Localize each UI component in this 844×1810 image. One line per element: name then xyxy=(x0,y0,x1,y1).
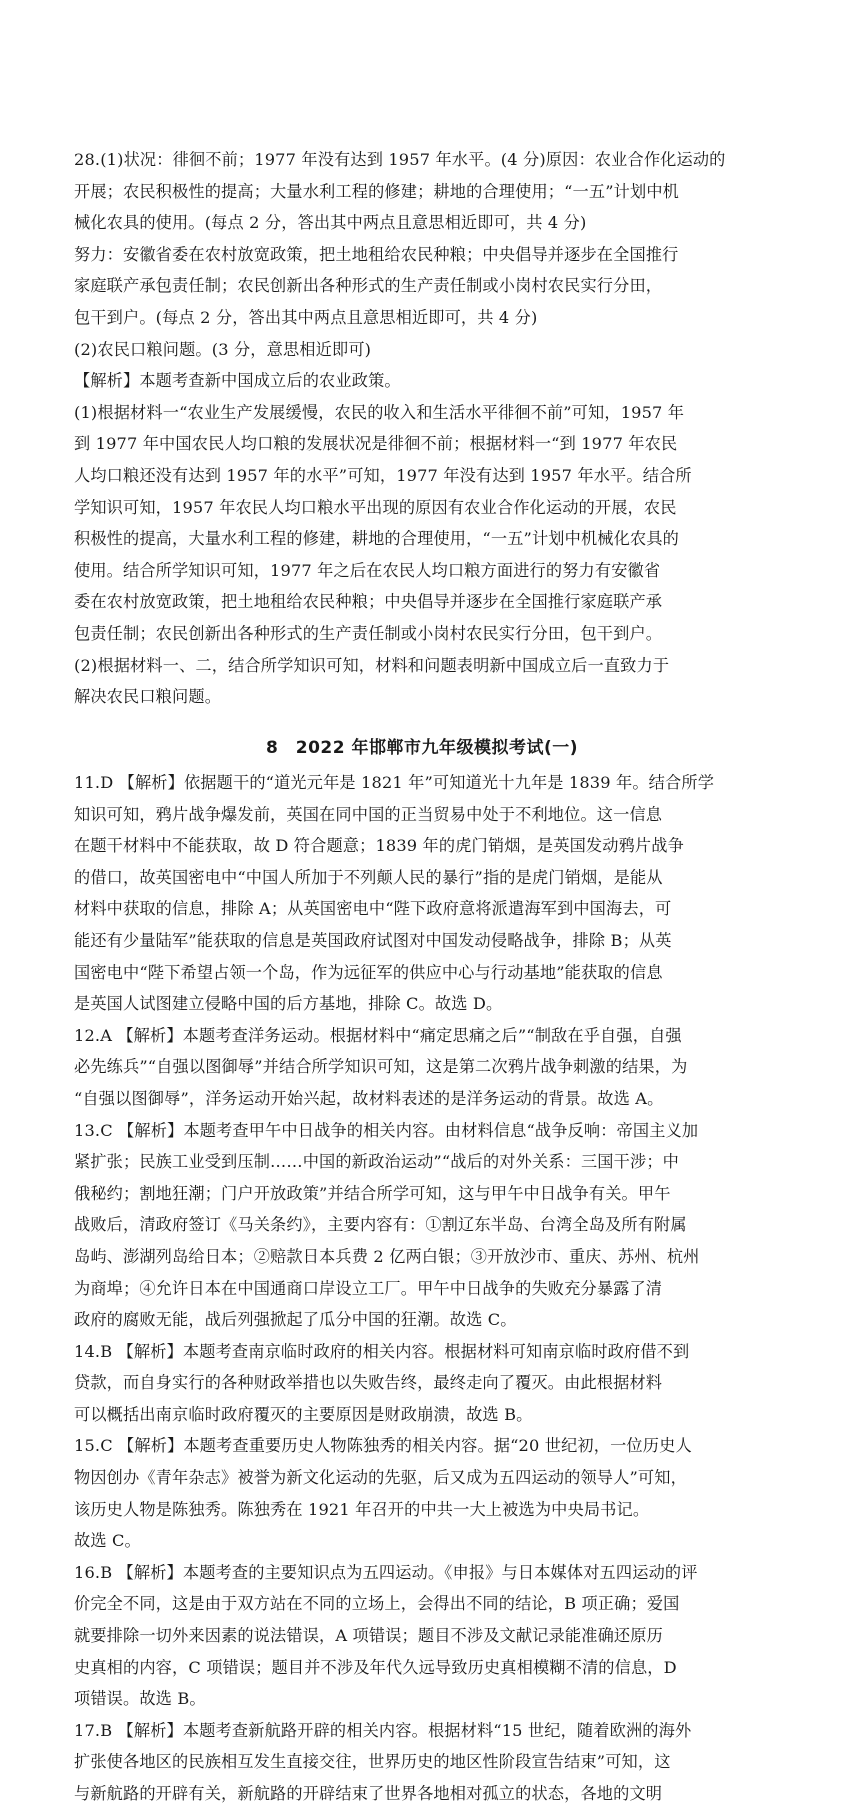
text-line: 28.(1)状况：徘徊不前；1977 年没有达到 1957 年水平。(4 分)原因：农业合作化运动的 xyxy=(74,150,726,169)
text-line: (2)根据材料一、二，结合所学知识可知，材料和问题表明新中国成立后一直致力于 xyxy=(74,655,670,675)
text-line: 17.B 【解析】本题考查新航路开辟的相关内容。根据材料“15 世纪，随着欧洲的海外 xyxy=(74,1720,692,1740)
text-line: 俄秘约；割地狂潮；门户开放政策”并结合所学可知，这与甲午中日战争有关。甲午 xyxy=(74,1183,671,1203)
text-line: 12.A 【解析】本题考查洋务运动。根据材料中“痛定思痛之后”“制敌在乎自强，自强 xyxy=(74,1025,682,1045)
text-line: 解决农民口粮问题。 xyxy=(74,687,222,707)
text-line: 政府的腐败无能，战后列强掀起了瓜分中国的狂潮。故选 C。 xyxy=(74,1310,517,1330)
text-line: (2)农民口粮问题。(3 分，意思相近即可) xyxy=(74,339,372,359)
text-line: 可以概括出南京临时政府覆灭的主要原因是财政崩溃，故选 B。 xyxy=(74,1404,533,1424)
text-line: 战败后，清政府签订《马关条约》，主要内容有：①割辽东半岛、台湾全岛及所有附属 xyxy=(74,1215,687,1235)
answers-11-17-block xyxy=(74,767,754,1810)
text-line: 14.B 【解析】本题考查南京临时政府的相关内容。根据材料可知南京临时政府借不到 xyxy=(74,1341,690,1361)
text-line: 委在农村放宽政策，把土地租给农民种粮；中央倡导并逐步在全国推行家庭联产承 xyxy=(74,592,663,612)
text-line: 13.C 【解析】本题考查甲午中日战争的相关内容。由材料信息“战争反响：帝国主义加 xyxy=(74,1120,699,1140)
text-line: 使用。结合所学知识可知，1977 年之后在农民人均口粮方面进行的努力有安徽省 xyxy=(74,560,661,580)
text-line: 能还有少量陆军”能获取的信息是英国政府试图对中国发动侵略战争，排除 B；从英 xyxy=(74,930,672,950)
text-line: 11.D 【解析】依据题干的“道光元年是 1821 年”可知道光十九年是 1839 年。结合所学 xyxy=(74,773,715,792)
text-line: 物因创办《青年杂志》被誉为新文化运动的先驱，后又成为五四运动的领导人”可知， xyxy=(74,1468,687,1488)
text-line: 积极性的提高，大量水利工程的修建，耕地的合理使用，“一五”计划中机械化农具的 xyxy=(74,529,679,549)
text-line: 15.C 【解析】本题考查重要历史人物陈独秀的相关内容。据“20 世纪初，一位历史人 xyxy=(74,1436,692,1456)
text-line: 家庭联产承包责任制；农民创新出各种形式的生产责任制或小岗村农民实行分田， xyxy=(74,276,663,296)
text-line: 【解析】本题考查新中国成立后的农业政策。 xyxy=(74,371,401,391)
text-line: 该历史人物是陈独秀。陈独秀在 1921 年召开的中共一大上被选为中央局书记。 xyxy=(74,1499,650,1519)
text-line: 紧扩张；民族工业受到压制……中国的新政治运动”“战后的对外关系：三国干涉；中 xyxy=(74,1152,679,1172)
text-line: 知识可知，鸦片战争爆发前，英国在同中国的正当贸易中处于不利地位。这一信息 xyxy=(74,804,663,824)
text-line: 在题干材料中不能获取，故 D 符合题意；1839 年的虎门销烟，是英国发动鸦片战争 xyxy=(74,836,684,856)
text-line: 包干到户。(每点 2 分，答出其中两点且意思相近即可，共 4 分) xyxy=(74,307,538,327)
section-title: 8 2022 年邯郸市九年级模拟考试(一) xyxy=(265,738,579,758)
text-line: 到 1977 年中国农民人均口粮的发展状况是徘徊不前；根据材料一“到 1977 年农民 xyxy=(74,434,678,454)
text-line: 为商埠；④允许日本在中国通商口岸设立工厂。甲午中日战争的失败充分暴露了清 xyxy=(74,1278,663,1298)
text-line: 努力：安徽省委在农村放宽政策，把土地租给农民种粮；中央倡导并逐步在全国推行 xyxy=(74,244,679,264)
text-line: 包责任制；农民创新出各种形式的生产责任制或小岗村农民实行分田，包干到户。 xyxy=(74,623,663,643)
text-line: 就要排除一切外来因素的说法错误，A 项错误；题目不涉及文献记录能准确还原历 xyxy=(74,1626,663,1646)
text-line: 国密电中“陛下希望占领一个岛，作为远征军的供应中心与行动基地”能获取的信息 xyxy=(74,962,663,982)
text-line: 项错误。故选 B。 xyxy=(74,1689,206,1709)
text-line: (1)根据材料一“农业生产发展缓慢，农民的收入和生活水平徘徊不前”可知，1957 年 xyxy=(74,402,685,422)
text-line: 学知识可知，1957 年农民人均口粮水平出现的原因有农业合作化运动的开展，农民 xyxy=(74,497,677,517)
text-line: 械化农具的使用。(每点 2 分，答出其中两点且意思相近即可，共 4 分) xyxy=(74,213,587,233)
text-line: 人均口粮还没有达到 1957 年的水平”可知，1977 年没有达到 1957 年水平。结合所 xyxy=(74,465,692,485)
answer-28-block xyxy=(74,144,754,713)
text-line: 是英国人试图建立侵略中国的后方基地，排除 C。故选 D。 xyxy=(74,994,503,1014)
text-line: 史真相的内容，C 项错误；题目并不涉及年代久远导致历史真相模糊不清的信息，D xyxy=(74,1657,677,1677)
text-line: 的借口，故英国密电中“中国人所加于不列颠人民的暴行”指的是虎门销烟，是能从 xyxy=(74,867,663,887)
text-line: 扩张使各地区的民族相互发生直接交往，世界历史的地区性阶段宣告结束”可知，这 xyxy=(74,1752,671,1772)
text-line: 材料中获取的信息，排除 A；从英国密电中“陛下政府意将派遣海军到中国海去，可 xyxy=(74,899,672,919)
text-line: 贷款，而自身实行的各种财政举措也以失败告终，最终走向了覆灭。由此根据材料 xyxy=(74,1373,663,1393)
text-line: 16.B 【解析】本题考查的主要知识点为五四运动。《申报》与日本媒体对五四运动的评 xyxy=(74,1562,698,1582)
text-line: “自强以图御辱”，洋务运动开始兴起，故材料表述的是洋务运动的背景。故选 A。 xyxy=(74,1088,664,1108)
text-line: 岛屿、澎湖列岛给日本；②赔款日本兵费 2 亿两白银；③开放沙市、重庆、苏州、杭州 xyxy=(74,1246,700,1266)
text-line: 必先练兵”“自强以图御辱”并结合所学知识可知，这是第二次鸦片战争刺激的结果，为 xyxy=(74,1057,688,1077)
text-line: 开展；农民积极性的提高；大量水利工程的修建；耕地的合理使用；“一五”计划中机 xyxy=(74,181,679,201)
text-line: 故选 C。 xyxy=(74,1531,141,1551)
text-line: 价完全不同，这是由于双方站在不同的立场上，会得出不同的结论，B 项正确；爱国 xyxy=(74,1594,680,1614)
text-line: 与新航路的开辟有关，新航路的开辟结束了世界各地相对孤立的状态，各地的文明 xyxy=(74,1784,663,1803)
